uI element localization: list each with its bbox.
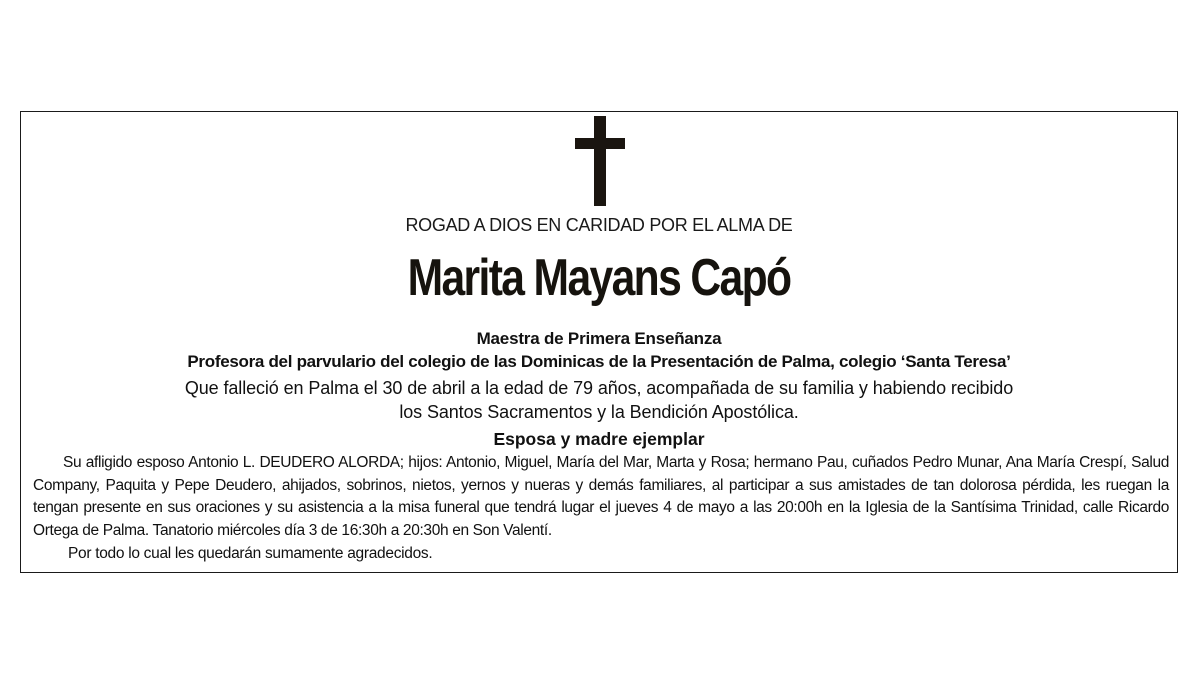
- deceased-name: Marita Mayans Capó: [407, 249, 791, 307]
- cross-icon: [575, 116, 625, 206]
- death-notice-line-1: Que falleció en Palma el 30 de abril a la edad de 79 años, acompañada de su familia y habiendo recibido: [184, 378, 1014, 398]
- profession-title: Maestra de Primera Enseñanza: [476, 329, 722, 348]
- closing-line: Por todo lo cual les quedarán sumamente agradecidos.: [68, 545, 433, 562]
- teaching-position: Profesora del parvulario del colegio de las Dominicas de la Presentación de Palma, colegio ‘Santa Teresa’: [187, 352, 1011, 371]
- cross-horizontal-bar: [575, 138, 625, 149]
- family-paragraph: Su afligido esposo Antonio L. DEUDERO ALORDA; hijos: Antonio, Miguel, María del Mar, Marta y Rosa; hermano Pau, cuñados Pedro Munar, Ana María Crespí, Salud Company, Paquita y Pepe Deudero, ahijados, sobrinos, nietos, yernos y nueras y demás familiares, al participar a sus amistades de tan dolorosa pérdida, les ruegan la tengan presente en sus oraciones y su asistencia a la misa funeral que tendrá lugar el jueves 4 de mayo a las 20:00h en la Iglesia de la Santísima Trinidad, calle Ricardo Ortega de Palma. Tanatorio miércoles día 3 de 16:30h a 20:30h en Son Valentí.: [33, 454, 1169, 539]
- death-notice-line-2: los Santos Sacramentos y la Bendición Apostólica.: [399, 402, 799, 422]
- cross-vertical-bar: [594, 116, 606, 206]
- invocation-text: ROGAD A DIOS EN CARIDAD POR EL ALMA DE: [405, 215, 793, 235]
- epithet: Esposa y madre ejemplar: [493, 429, 705, 449]
